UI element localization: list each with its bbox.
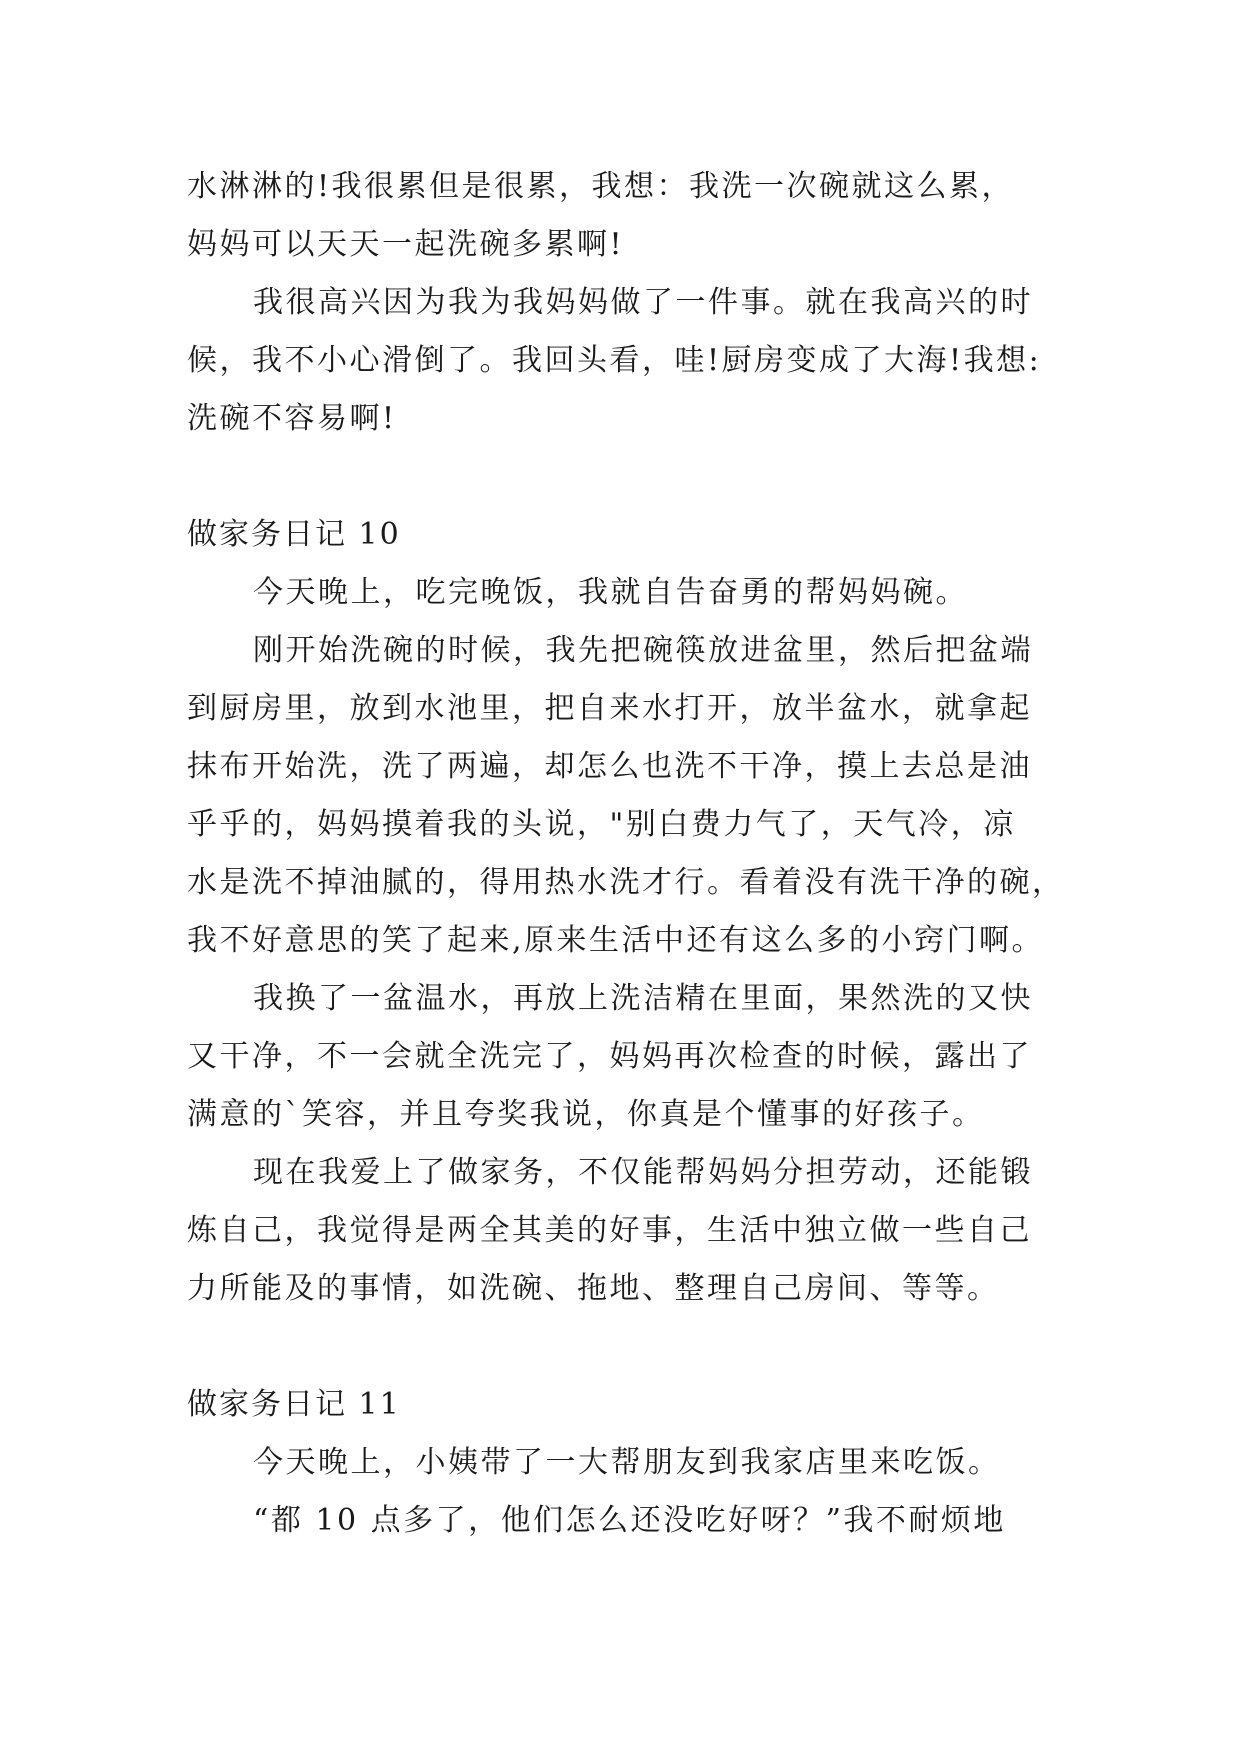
text-line: 妈妈可以天天一起洗碗多累啊! [187, 227, 625, 262]
text-line: 满意的`笑容，并且夸奖我说，你真是个懂事的好孩子。 [187, 1097, 985, 1132]
text-line: 水淋淋的!我很累但是很累，我想：我洗一次碗就这么累， [187, 169, 1015, 204]
text-line: “都 10 点多了，他们怎么还没吃好呀？”我不耐烦地 [253, 1503, 1006, 1538]
paragraph [187, 274, 1054, 448]
text-line: 洗碗不容易啊! [187, 401, 397, 436]
paragraph [187, 158, 1054, 274]
text-line: 到厨房里，放到水池里，把自来水打开，放半盆水，就拿起 [187, 691, 1032, 726]
text-line: 今天晚上，小姨带了一大帮朋友到我家店里来吃饭。 [253, 1445, 1001, 1480]
text-line: 我不好意思的笑了起来,原来生活中还有这么多的小窍门啊。 [187, 923, 1045, 958]
text-line: 乎乎的，妈妈摸着我的头说，"别白费力气了，天气冷，凉 [187, 807, 1016, 842]
text-line: 力所能及的事情，如洗碗、拖地、整理自己房间、等等。 [187, 1271, 1000, 1306]
paragraph [187, 564, 1054, 622]
paragraph [187, 622, 1065, 970]
paragraph [187, 1492, 1054, 1550]
section-heading: 做家务日记 10 [187, 517, 401, 552]
paragraph [187, 1434, 1054, 1492]
text-line: 又干净，不一会就全洗完了，妈妈再次检查的时候，露出了 [187, 1039, 1032, 1074]
text-line: 我很高兴因为我为我妈妈做了一件事。就在我高兴的时 [253, 285, 1033, 320]
section-gap [187, 1318, 1054, 1376]
text-line: 今天晚上，吃完晚饭，我就自告奋勇的帮妈妈碗。 [253, 575, 968, 610]
text-line: 我换了一盆温水，再放上洗洁精在里面，果然洗的又快 [253, 981, 1033, 1016]
text-line: 炼自己，我觉得是两全其美的好事，生活中独立做一些自己 [187, 1213, 1032, 1248]
section-heading: 做家务日记 11 [187, 1387, 401, 1422]
paragraph [187, 970, 1054, 1144]
text-line: 水是洗不掉油腻的，得用热水洗才行。看着没有洗干净的碗， [187, 865, 1065, 900]
section-gap [187, 448, 1054, 506]
paragraph [187, 1144, 1054, 1318]
text-line: 候，我不小心滑倒了。我回头看，哇!厨房变成了大海!我想: [187, 343, 1042, 378]
text-line: 现在我爱上了做家务，不仅能帮妈妈分担劳动，还能锻 [253, 1155, 1033, 1190]
text-line: 刚开始洗碗的时候，我先把碗筷放进盆里，然后把盆端 [253, 633, 1033, 668]
text-line: 抹布开始洗，洗了两遍，却怎么也洗不干净，摸上去总是油 [187, 749, 1032, 784]
